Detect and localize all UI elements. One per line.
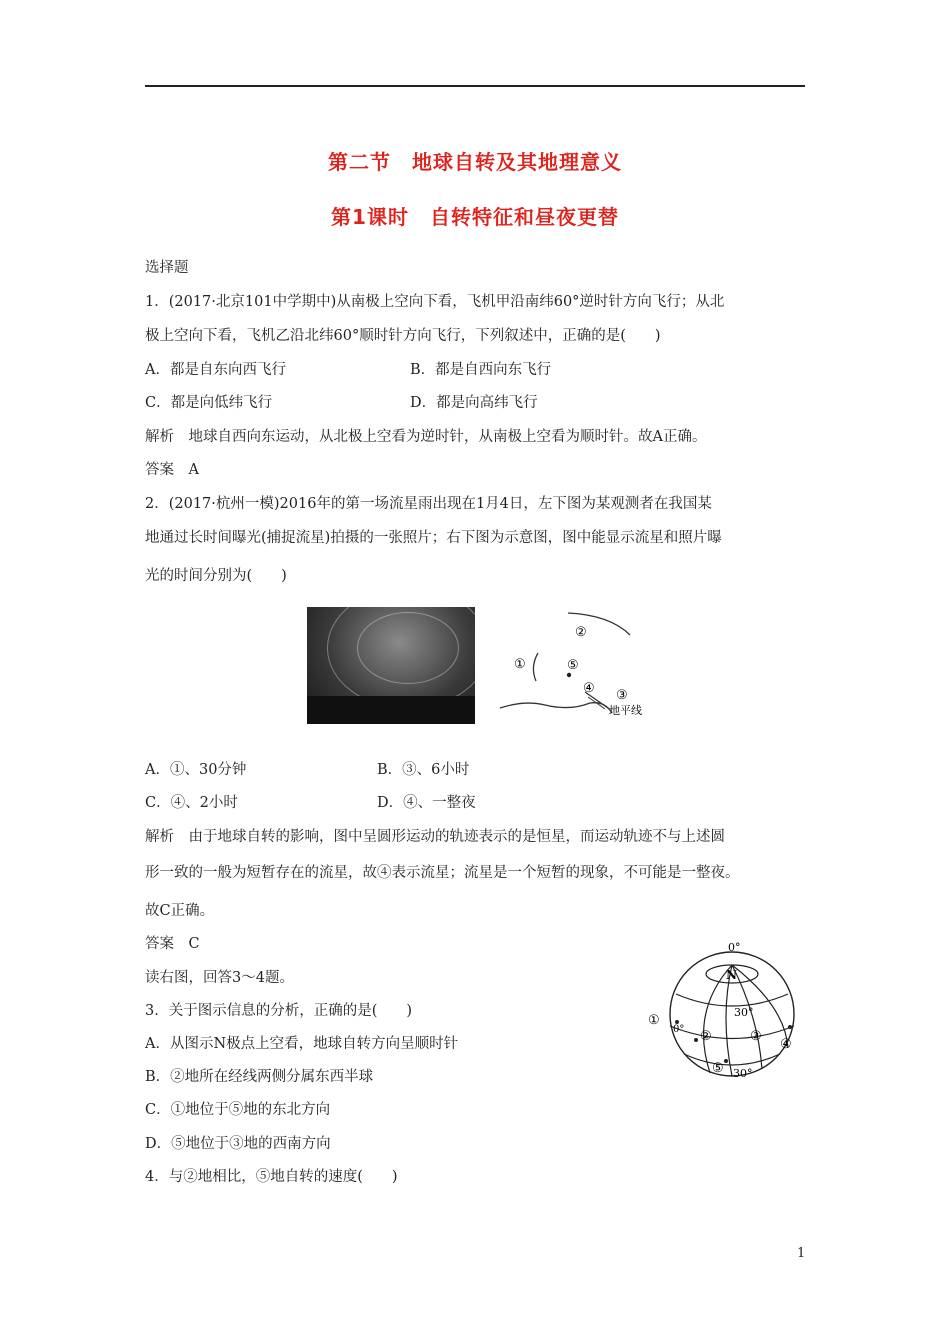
- horizon-line: [500, 703, 612, 713]
- q3-option-c: C．①地位于⑤地的东北方向: [145, 1102, 331, 1118]
- section-title: 第二节 地球自转及其地理意义: [328, 150, 622, 174]
- q3-option-d: D．⑤地位于③地的西南方向: [145, 1136, 331, 1152]
- q3-option-a: A．从图示N极点上空看，地球自转方向呈顺时针: [145, 1036, 459, 1052]
- q1-line2: 极上空向下看，飞机乙沿北纬60°顺时针方向飞行，下列叙述中，正确的是( ): [145, 328, 661, 344]
- q1-line1: 1．(2017·北京101中学期中)从南极上空向下看，飞机甲沿南纬60°逆时针方向飞行；从北: [145, 294, 725, 310]
- q1-analysis: 解析 地球自西向东运动，从北极上空看为逆时针，从南极上空看为顺时针。故A正确。: [145, 429, 707, 445]
- star-trail-diagram: [490, 605, 665, 725]
- q2-line3: 光的时间分别为( ): [145, 568, 287, 584]
- point-4-dot: [788, 1025, 792, 1029]
- q1-option-b: B．都是自西向东飞行: [410, 362, 552, 378]
- q2-option-b: B．③、6小时: [377, 762, 470, 778]
- q2-analysis-line1: 解析 由于地球自转的影响，图中呈圆形运动的轨迹表示的是恒星，而运动轨迹不与上述圆: [145, 829, 725, 845]
- q1-option-c: C．都是向低纬飞行: [145, 395, 273, 411]
- lat-30s-line: [684, 1054, 780, 1065]
- point-5-dot: [724, 1059, 728, 1063]
- intro-3-4: 读右图，回答3～4题。: [145, 970, 294, 986]
- q4-stem: 4．与②地相比，⑤地自转的速度( ): [145, 1169, 398, 1185]
- q2-option-a: A．①、30分钟: [145, 762, 247, 778]
- q2-analysis-line3: 故C正确。: [145, 903, 215, 919]
- lat-30-label: 30°: [734, 1006, 754, 1019]
- q3-option-b: B．②地所在经线两侧分属东西半球: [145, 1069, 374, 1085]
- globe-top-label: 0°: [728, 941, 741, 954]
- q1-option-d: D．都是向高纬飞行: [410, 395, 538, 411]
- label-1: ①: [514, 657, 526, 672]
- lon-0-label: 0°: [673, 1024, 685, 1035]
- label-2: ②: [575, 625, 587, 640]
- globe-point-3: ③: [750, 1029, 762, 1044]
- q2-line2: 地通过长时间曝光(捕捉流星)拍摄的一张照片；右下图为示意图，图中能显示流星和照片曝: [145, 530, 722, 546]
- point-2-dot: [694, 1038, 698, 1042]
- page-number: 1: [797, 1246, 806, 1261]
- q2-answer: 答案 C: [145, 936, 200, 952]
- q3-stem: 3．关于图示信息的分析，正确的是( ): [145, 1003, 413, 1019]
- q2-option-d: D．④、一整夜: [377, 795, 476, 811]
- horizon-label: 地平线: [609, 704, 642, 717]
- q1-option-a: A．都是自东向西飞行: [145, 362, 286, 378]
- header-rule: [145, 85, 805, 87]
- q2-line1: 2．(2017·杭州一模)2016年的第一场流星雨出现在1月4日，左下图为某观测者在我国某: [145, 496, 712, 512]
- globe-point-5: ⑤: [712, 1061, 724, 1076]
- label-4: ④: [583, 681, 595, 696]
- trail-dot-5: [567, 673, 571, 677]
- globe-point-4: ④: [780, 1037, 792, 1052]
- q2-analysis-line2: 形一致的一般为短暂存在的流星，故④表示流星；流星是一个短暂的现象，不可能是一整夜。: [145, 865, 740, 881]
- label-3: ③: [616, 688, 628, 703]
- lesson-title: 第1课时 自转特征和昼夜更替: [331, 205, 619, 229]
- globe-point-1: ①: [648, 1013, 660, 1028]
- label-5: ⑤: [567, 658, 579, 673]
- q1-answer: 答案 A: [145, 462, 199, 478]
- equator-line: [670, 1026, 794, 1039]
- north-pole-label: N: [726, 968, 737, 982]
- trail-arc-1: [533, 653, 538, 681]
- globe-diagram: [640, 936, 810, 1086]
- q2-option-c: C．④、2小时: [145, 795, 238, 811]
- lon-30-label: 30°: [733, 1067, 753, 1080]
- heading: 选择题: [145, 260, 189, 276]
- star-trail-photo: [307, 607, 475, 724]
- globe-point-2: ②: [700, 1029, 712, 1044]
